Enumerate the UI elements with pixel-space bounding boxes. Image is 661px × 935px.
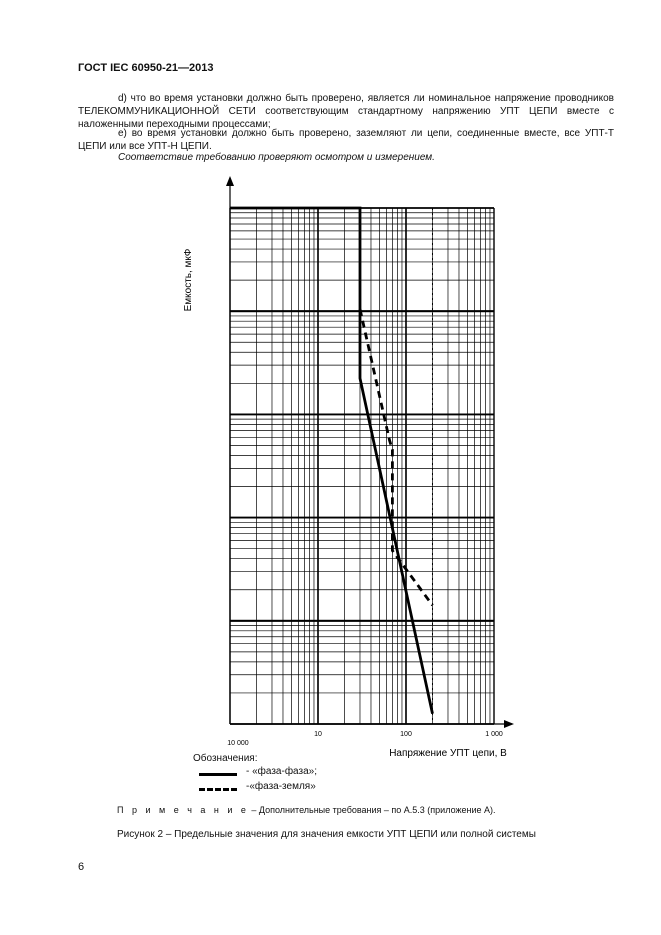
page-number: 6 [78, 861, 85, 873]
chart-labels [183, 248, 507, 759]
x-axis-arrow [504, 720, 514, 728]
y-axis-arrow [226, 176, 234, 186]
x-axis-label: Напряжение УПТ цепи, В [389, 748, 507, 759]
legend-dashed-line-swatch [199, 788, 237, 791]
compliance-statement-text: Соответствие требованию проверяют осмотром и измерением. [118, 152, 435, 163]
x-tick-label: 1 000 [485, 731, 503, 738]
x-tick-label: 10 [314, 731, 322, 738]
legend-title: Обозначения: [193, 753, 258, 764]
x-tick-label: 100 [400, 731, 412, 738]
legend-label-phase-earth: -«фаза-земля» [246, 781, 316, 792]
legend-solid-line-swatch [199, 773, 237, 776]
figure-note [117, 805, 496, 815]
paragraph-d-text: d) что во время установки должно быть проверено, является ли номинальное напряжение проводников ТЕЛЕКОММУНИКАЦИОННОЙ СЕТИ соответствующим стандартному напряжению УПТ ЦЕПИ вместе с наложенными переходными процессами; [78, 93, 614, 131]
note-label: П р и м е ч а н и е [117, 805, 249, 815]
legend-label-phase-phase: - «фаза-фаза»; [246, 766, 317, 777]
chart-axes [226, 176, 514, 728]
chart-grid [230, 208, 494, 724]
figure-caption: Рисунок 2 – Предельные значения для значения емкости УПТ ЦЕПИ или полной системы [117, 829, 536, 840]
note-text: – Дополнительные требования – по А.5.3 (приложение А). [248, 805, 496, 815]
paragraph-e-text: е) во время установки должно быть проверено, заземляют ли цепи, соединенные вместе, все УПТ-Т ЦЕПИ или все УПТ-Н ЦЕПИ. [78, 128, 614, 153]
y-axis-label: Емкость, мкФ [183, 248, 194, 312]
x-tick-label: 10 000 [227, 740, 249, 747]
document-header-title: ГОСТ IEC 60950-21—2013 [78, 62, 214, 74]
